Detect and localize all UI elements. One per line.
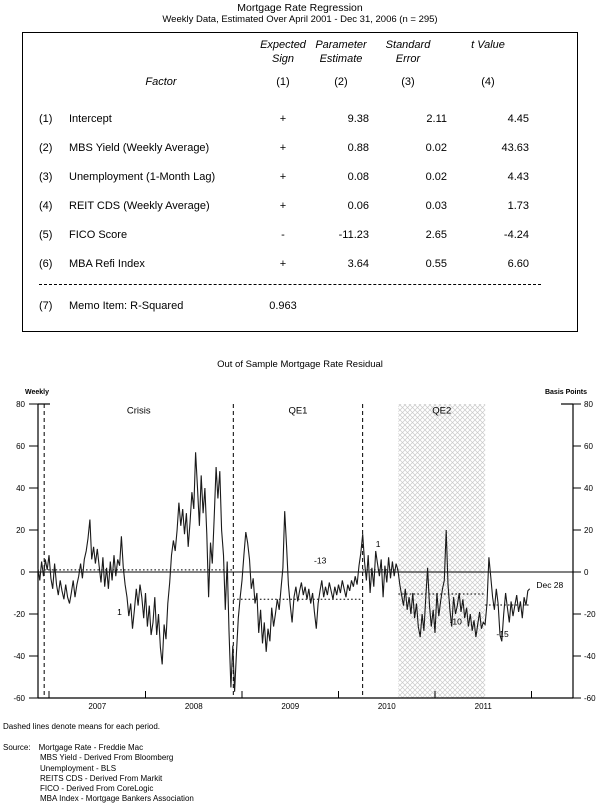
cell-t-value: 6.60 bbox=[507, 257, 529, 270]
table-row bbox=[23, 191, 577, 220]
source-item-1: MBS Yield - Derived From Bloomberg bbox=[40, 753, 174, 763]
y-tick-label-left: -40 bbox=[13, 652, 25, 661]
memo-label: Memo Item: R-Squared bbox=[69, 300, 184, 312]
table-row bbox=[23, 220, 577, 249]
cell-row-number: (3) bbox=[39, 170, 53, 183]
table-body bbox=[23, 104, 577, 278]
dashed-lines-note: Dashed lines denote means for each period. bbox=[3, 722, 160, 731]
memo-value: 0.963 bbox=[269, 300, 297, 312]
y-tick-label-left: -60 bbox=[13, 694, 25, 703]
x-tick-label: 2010 bbox=[377, 702, 396, 711]
cell-parameter-estimate: 3.64 bbox=[347, 257, 369, 270]
memo-row bbox=[23, 294, 577, 318]
table-row bbox=[23, 133, 577, 162]
residual-chart bbox=[0, 350, 600, 722]
period-label-crisis: Crisis bbox=[126, 405, 151, 417]
cell-t-value: -4.24 bbox=[503, 228, 529, 241]
y-tick-label-right: -20 bbox=[584, 610, 596, 619]
table-row bbox=[23, 162, 577, 191]
y-tick-label-left: 60 bbox=[16, 442, 25, 451]
cell-expected-sign: - bbox=[281, 228, 285, 241]
header-colnum-1: (1) bbox=[276, 76, 290, 88]
source-label: Source: bbox=[3, 743, 31, 752]
cell-expected-sign: + bbox=[279, 141, 287, 154]
source-item-2: Unemployment - BLS bbox=[40, 763, 117, 773]
table-header-line3 bbox=[23, 74, 577, 90]
cell-row-number: (6) bbox=[39, 257, 53, 270]
header-expected: Expected bbox=[260, 39, 306, 51]
annotation--10: -10 bbox=[449, 616, 462, 627]
cell-t-value: 43.63 bbox=[501, 141, 529, 154]
cell-t-value: 1.73 bbox=[507, 199, 529, 212]
chart-title: Out of Sample Mortgage Rate Residual bbox=[217, 359, 383, 370]
x-tick-label: 2007 bbox=[88, 702, 107, 711]
header-estimate: Estimate bbox=[319, 53, 363, 65]
y-tick-label-right: -40 bbox=[584, 652, 596, 661]
period-label-qe1: QE1 bbox=[288, 405, 308, 417]
cell-parameter-estimate: 9.38 bbox=[347, 112, 369, 125]
cell-parameter-estimate: -11.23 bbox=[338, 228, 369, 241]
y-tick-label-left: 80 bbox=[16, 400, 25, 409]
cell-parameter-estimate: 0.88 bbox=[347, 141, 369, 154]
cell-t-value: 4.43 bbox=[507, 170, 529, 183]
source-item-4: FICO - Derived From CoreLogic bbox=[40, 784, 154, 794]
cell-expected-sign: + bbox=[279, 257, 287, 270]
cell-standard-error: 2.11 bbox=[426, 112, 447, 125]
cell-parameter-estimate: 0.08 bbox=[347, 170, 369, 183]
y-tick-label-right: 40 bbox=[584, 484, 593, 493]
cell-factor: REIT CDS (Weekly Average) bbox=[69, 199, 210, 212]
left-axis-unit-label: Weekly bbox=[25, 389, 49, 396]
cell-standard-error: 0.02 bbox=[425, 141, 447, 154]
header-colnum-4: (4) bbox=[481, 76, 495, 88]
y-tick-label-left: 20 bbox=[16, 526, 25, 535]
cell-factor: MBS Yield (Weekly Average) bbox=[69, 141, 210, 154]
annotation--13: -13 bbox=[314, 555, 327, 566]
cell-standard-error: 0.03 bbox=[425, 199, 447, 212]
cell-expected-sign: + bbox=[279, 112, 287, 125]
header-sign: Sign bbox=[271, 53, 295, 65]
annotation-dec-28: Dec 28 bbox=[536, 579, 564, 590]
header-colnum-2: (2) bbox=[334, 76, 348, 88]
y-tick-label-right: 60 bbox=[584, 442, 593, 451]
y-tick-label-left: 0 bbox=[20, 568, 25, 577]
x-tick-label: 2011 bbox=[474, 702, 492, 711]
annotation--15: -15 bbox=[496, 629, 509, 640]
table-row bbox=[23, 249, 577, 278]
y-tick-label-left: -20 bbox=[13, 610, 25, 619]
regression-table bbox=[22, 32, 578, 332]
cell-factor: Unemployment (1-Month Lag) bbox=[69, 170, 216, 183]
cell-row-number: (5) bbox=[39, 228, 53, 241]
cell-standard-error: 0.55 bbox=[425, 257, 447, 270]
cell-expected-sign: + bbox=[279, 199, 287, 212]
header-colnum-3: (3) bbox=[401, 76, 415, 88]
period-label-qe2: QE2 bbox=[432, 405, 452, 417]
annotation-1: 1 bbox=[117, 607, 122, 618]
qe2-shaded-region bbox=[398, 404, 485, 698]
page-title: Mortgage Rate Regression bbox=[237, 2, 363, 14]
cell-t-value: 4.45 bbox=[507, 112, 529, 125]
source-block bbox=[3, 743, 194, 805]
table-row bbox=[23, 104, 577, 133]
y-tick-label-right: 80 bbox=[584, 400, 593, 409]
source-item-0: Mortgage Rate - Freddie Mac bbox=[38, 743, 144, 752]
source-line-1 bbox=[3, 743, 194, 753]
cell-row-number: (4) bbox=[39, 199, 53, 212]
memo-num: (7) bbox=[39, 300, 53, 312]
right-axis-unit-label: Basis Points bbox=[544, 389, 587, 396]
header-tvalue: t Value bbox=[471, 39, 505, 51]
cell-expected-sign: + bbox=[279, 170, 287, 183]
header-error: Error bbox=[395, 53, 421, 65]
x-tick-label: 2009 bbox=[281, 702, 300, 711]
cell-parameter-estimate: 0.06 bbox=[347, 199, 369, 212]
cell-factor: Intercept bbox=[69, 112, 112, 125]
source-item-5: MBA Index - Mortgage Bankers Association bbox=[40, 794, 194, 804]
header-standard: Standard bbox=[385, 39, 431, 51]
x-tick-label: 2008 bbox=[184, 702, 203, 711]
cell-row-number: (2) bbox=[39, 141, 53, 154]
y-tick-label-left: 40 bbox=[16, 484, 25, 493]
page-subtitle: Weekly Data, Estimated Over April 2001 - Dec 31, 2006 (n = 295) bbox=[162, 14, 438, 25]
source-item-3: REITS CDS - Derived From Markit bbox=[40, 773, 163, 783]
cell-row-number: (1) bbox=[39, 112, 53, 125]
cell-factor: MBA Refi Index bbox=[69, 257, 145, 270]
y-tick-label-right: 0 bbox=[584, 568, 589, 577]
table-header-line1 bbox=[23, 38, 577, 52]
header-factor: Factor bbox=[145, 76, 177, 88]
cell-standard-error: 2.65 bbox=[425, 228, 447, 241]
cell-standard-error: 0.02 bbox=[425, 170, 447, 183]
dashed-separator bbox=[39, 284, 541, 285]
y-tick-label-right: -60 bbox=[584, 694, 596, 703]
y-tick-label-right: 20 bbox=[584, 526, 593, 535]
cell-factor: FICO Score bbox=[69, 228, 128, 241]
table-header-line2 bbox=[23, 52, 577, 66]
annotation-1: 1 bbox=[375, 538, 381, 549]
header-parameter: Parameter bbox=[315, 39, 367, 51]
